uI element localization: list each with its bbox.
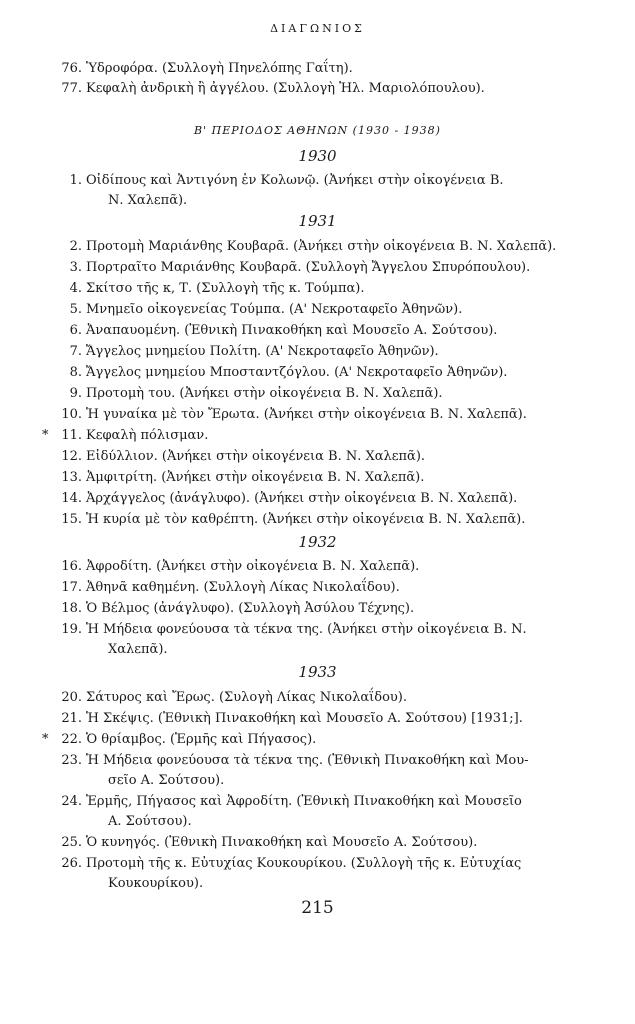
entry-number: 4. — [69, 281, 82, 296]
entry-number: 25. — [61, 835, 82, 850]
entry-asterisk: * — [42, 428, 49, 443]
entry-text: Κεφαλὴ ἀνδρικὴ ἢ ἀγγέλου. (Συλλογὴ Ἠλ. Μαριολόπουλου). — [86, 81, 485, 96]
entry-number: 2. — [69, 239, 82, 254]
entry-number: 23. — [61, 753, 82, 768]
entry-text: Ἡ κυρία μὲ τὸν καθρέπτη. (Ἀνήκει στὴν οἰκογένεια Β. Ν. Χαλεπᾶ). — [86, 512, 526, 527]
entry-text: Ἡ Σκέψις. (Ἐθνικὴ Πινακοθήκη καὶ Μουσεῖο Α. Σούτσου) [1931;]. — [86, 711, 523, 726]
entry-text: Ἡ Μήδεια φονεύουσα τὰ τέκνα της. (Ἐθνικὴ Πινακοθήκη καὶ Μου- — [86, 753, 529, 768]
entry-text: Ἡ γυναίκα μὲ τὸν Ἔρωτα. (Ἀνήκει στὴν οἰκογένεια Β. Ν. Χαλεπᾶ). — [86, 407, 527, 422]
entry-number: 76. — [61, 61, 82, 76]
year-heading: 1933 — [298, 663, 337, 681]
year-heading: 1930 — [298, 147, 337, 165]
entry-text: Ἑρμῆς, Πήγασος καὶ Ἀφροδίτη. (Ἐθνικὴ Πινακοθήκη καὶ Μουσεῖο — [86, 794, 522, 809]
entry-text: Σάτυρος καὶ Ἔρως. (Συλογὴ Λίκας Νικολαΐδου). — [86, 690, 408, 705]
entry-number: 16. — [61, 559, 82, 574]
entry-number: 11. — [61, 428, 82, 443]
entry-number: 24. — [61, 794, 82, 809]
entry-number: 17. — [61, 580, 82, 595]
entry-number: 6. — [69, 323, 82, 338]
year-heading: 1932 — [298, 533, 337, 551]
entry-number: 7. — [69, 344, 82, 359]
entry-text: Οἰδίπους καὶ Ἀντιγόνη ἐν Κολωνῷ. (Ἀνήκει στὴν οἰκογένεια Β. — [86, 173, 504, 188]
entry-text: Προτομὴ Μαριάνθης Κουβαρᾶ. (Ἀνήκει στὴν οἰκογένεια Β. Ν. Χαλεπᾶ). — [86, 239, 557, 254]
entry-text: Σκίτσο τῆς κ, Τ. (Συλλογὴ τῆς κ. Τούμπα). — [86, 281, 365, 296]
entry-text: Κεφαλὴ πόλισμαν. — [86, 428, 209, 443]
entry-text-continuation: Α. Σούτσου). — [108, 814, 192, 829]
entry-text: Ἄγγελος μνημείου Πολίτη. (Α' Νεκροταφεῖο Ἀθηνῶν). — [86, 344, 439, 359]
entry-text: Εἰδύλλιον. (Ἀνήκει στὴν οἰκογένεια Β. Ν. Χαλεπᾶ). — [86, 449, 426, 464]
entry-text-continuation: Κουκουρίκου). — [108, 876, 204, 891]
entry-number: 1. — [69, 173, 82, 188]
entry-number: 12. — [61, 449, 82, 464]
entry-text: Ὁ Βέλμος (ἀνάγλυφο). (Συλλογὴ Ἀσύλου Τέχνης). — [86, 601, 415, 616]
period-title: Β' ΠΕΡΙΟΔΟΣ ΑΘΗΝΩΝ (1930 - 1938) — [194, 124, 441, 137]
entry-text: Ἀρχάγγελος (ἀνάγλυφο). (Ἀνήκει στὴν οἰκογένεια Β. Ν. Χαλεπᾶ). — [86, 491, 518, 506]
year-heading: 1931 — [298, 212, 337, 230]
entry-number: 21. — [61, 711, 82, 726]
entry-text: Προτομὴ του. (Ἀνήκει στὴν οἰκογένεια Β. Ν. Χαλεπᾶ). — [86, 386, 443, 401]
entry-number: 3. — [69, 260, 82, 275]
entry-text: Ἀναπαυομένη. (Ἐθνικὴ Πινακοθήκη καὶ Μουσεῖο Α. Σούτσου). — [86, 323, 498, 338]
entry-text: Ὁ κυνηγός. (Ἐθνικὴ Πινακοθήκη καὶ Μουσεῖο Α. Σούτσου). — [86, 835, 478, 850]
entry-number: 18. — [61, 601, 82, 616]
running-head: ΔΙΑΓΩΝΙΟΣ — [270, 22, 365, 35]
entry-number: 20. — [61, 690, 82, 705]
entry-text: Πορτραῖτο Μαριάνθης Κουβαρᾶ. (Συλλογὴ Ἄγγελου Σπυρόπουλου). — [86, 260, 531, 275]
page-number: 215 — [301, 898, 334, 918]
entry-text: Ἀφροδίτη. (Ἀνήκει στὴν οἰκογένεια Β. Ν. Χαλεπᾶ). — [86, 559, 420, 574]
entry-asterisk: * — [42, 732, 49, 747]
entry-text: Μνημεῖο οἰκογενείας Τούμπα. (Α' Νεκροταφεῖο Ἀθηνῶν). — [86, 302, 463, 317]
entry-text: Ἄγγελος μνημείου Μποσταντζόγλου. (Α' Νεκροταφεῖο Ἀθηνῶν). — [86, 365, 508, 380]
entry-number: 5. — [69, 302, 82, 317]
entry-text: Ὑδροφόρα. (Συλλογὴ Πηνελόπης Γαΐτη). — [86, 61, 353, 76]
entry-number: 9. — [69, 386, 82, 401]
entry-text: Ἀμφιτρίτη. (Ἀνήκει στὴν οἰκογένεια Β. Ν. Χαλεπᾶ). — [86, 470, 425, 485]
entry-number: 15. — [61, 512, 82, 527]
entry-text: Ὁ θρίαμβος. (Ἑρμῆς καὶ Πήγασος). — [86, 732, 317, 747]
entry-text-continuation: Ν. Χαλεπᾶ). — [108, 193, 188, 208]
entry-number: 8. — [69, 365, 82, 380]
entry-number: 22. — [61, 732, 82, 747]
entry-text-continuation: Χαλεπᾶ). — [108, 642, 168, 657]
entry-text: Προτομὴ τῆς κ. Εὐτυχίας Κουκουρίκου. (Συλλογὴ τῆς κ. Εὐτυχίας — [86, 856, 522, 871]
entry-text: Ἡ Μήδεια φονεύουσα τὰ τέκνα της. (Ἀνήκει στὴν οἰκογένεια Β. Ν. — [86, 622, 527, 637]
entry-number: 19. — [61, 622, 82, 637]
entry-number: 13. — [61, 470, 82, 485]
entry-text: Ἀθηνᾶ καθημένη. (Συλλογὴ Λίκας Νικολαΐδου). — [86, 580, 400, 595]
entry-text-continuation: σεῖο Α. Σούτσου). — [108, 773, 225, 788]
entry-number: 26. — [61, 856, 82, 871]
entry-number: 77. — [61, 81, 82, 96]
entry-number: 10. — [61, 407, 82, 422]
entry-number: 14. — [61, 491, 82, 506]
